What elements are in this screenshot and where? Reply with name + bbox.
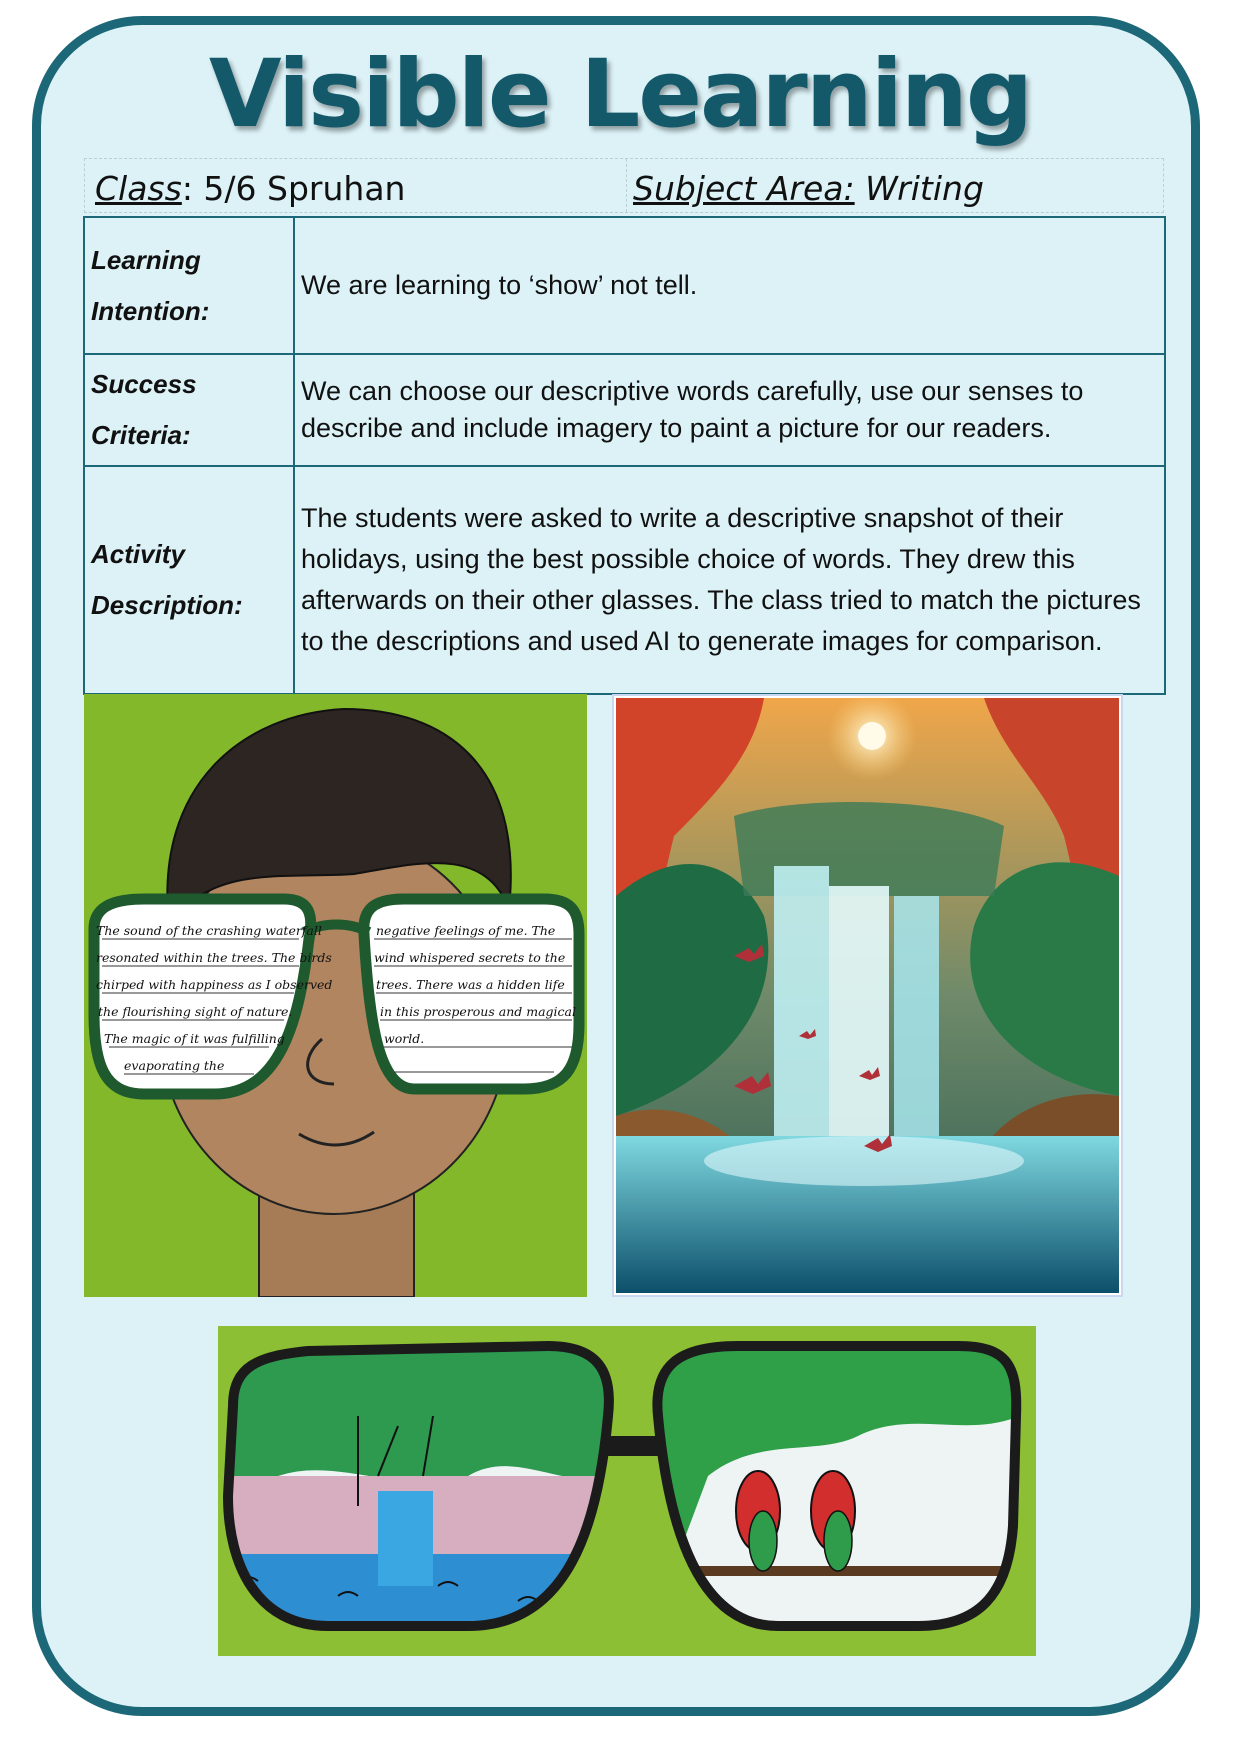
lens-left-line-6: evaporating the [124, 1058, 225, 1073]
face-glasses-artwork-photo [84, 694, 587, 1297]
learning-intention-text: We are learning to ‘show’ not tell. [294, 217, 1165, 354]
drawn-glasses-artwork-photo [218, 1326, 1036, 1656]
table-row-learning-intention [84, 217, 1165, 354]
learning-table [83, 216, 1166, 695]
lens-left-line-4: the flourishing sight of nature. [98, 1004, 293, 1019]
class-field [95, 169, 405, 208]
activity-description-label: Activity Description: [84, 466, 294, 694]
class-subject-row [84, 158, 1164, 213]
lens-left-line-2: resonated within the trees. The birds [96, 950, 332, 965]
learning-intention-label: Learning Intention: [84, 217, 294, 354]
success-criteria-text: We can choose our descriptive words carefully, use our senses to describe and include imagery to paint a picture for our readers. [294, 354, 1165, 466]
lens-right-line-2: wind whispered secrets to the [374, 950, 566, 965]
page-title: Visible Learning [208, 40, 1032, 149]
ai-waterfall-image [612, 694, 1123, 1297]
subject-value: Writing [854, 169, 984, 208]
class-label: Class [95, 169, 182, 208]
lens-right-line-5: world. [384, 1031, 425, 1046]
table-row-success-criteria [84, 354, 1165, 466]
class-value: : 5/6 Spruhan [181, 169, 406, 208]
lens-left-line-3: chirped with happiness as I observed [96, 977, 333, 992]
lens-left-line-5: The magic of it was fulfilling [104, 1031, 285, 1046]
header-divider [626, 159, 627, 212]
success-criteria-label: Success Criteria: [84, 354, 294, 466]
subject-label: Subject Area: [633, 169, 855, 208]
activity-description-text: The students were asked to write a descriptive snapshot of their holidays, using the best possible choice of words. They drew this afterwards on their other glasses. The class tried to match the pictures to the descriptions and used AI to generate images for comparison. [294, 466, 1165, 694]
subject-field [633, 169, 984, 208]
waterfall-illustration [614, 696, 1121, 1295]
lens-right-line-1: negative feelings of me. The [376, 923, 556, 938]
lens-right-line-4: in this prosperous and magical [380, 1004, 576, 1019]
lens-right-line-3: trees. There was a hidden life [376, 977, 565, 992]
lens-left-line-1: The sound of the crashing waterfall [96, 923, 322, 938]
face-artwork-illustration [84, 694, 587, 1297]
glasses-drawing-illustration [218, 1326, 1036, 1656]
table-row-activity-description [84, 466, 1165, 694]
